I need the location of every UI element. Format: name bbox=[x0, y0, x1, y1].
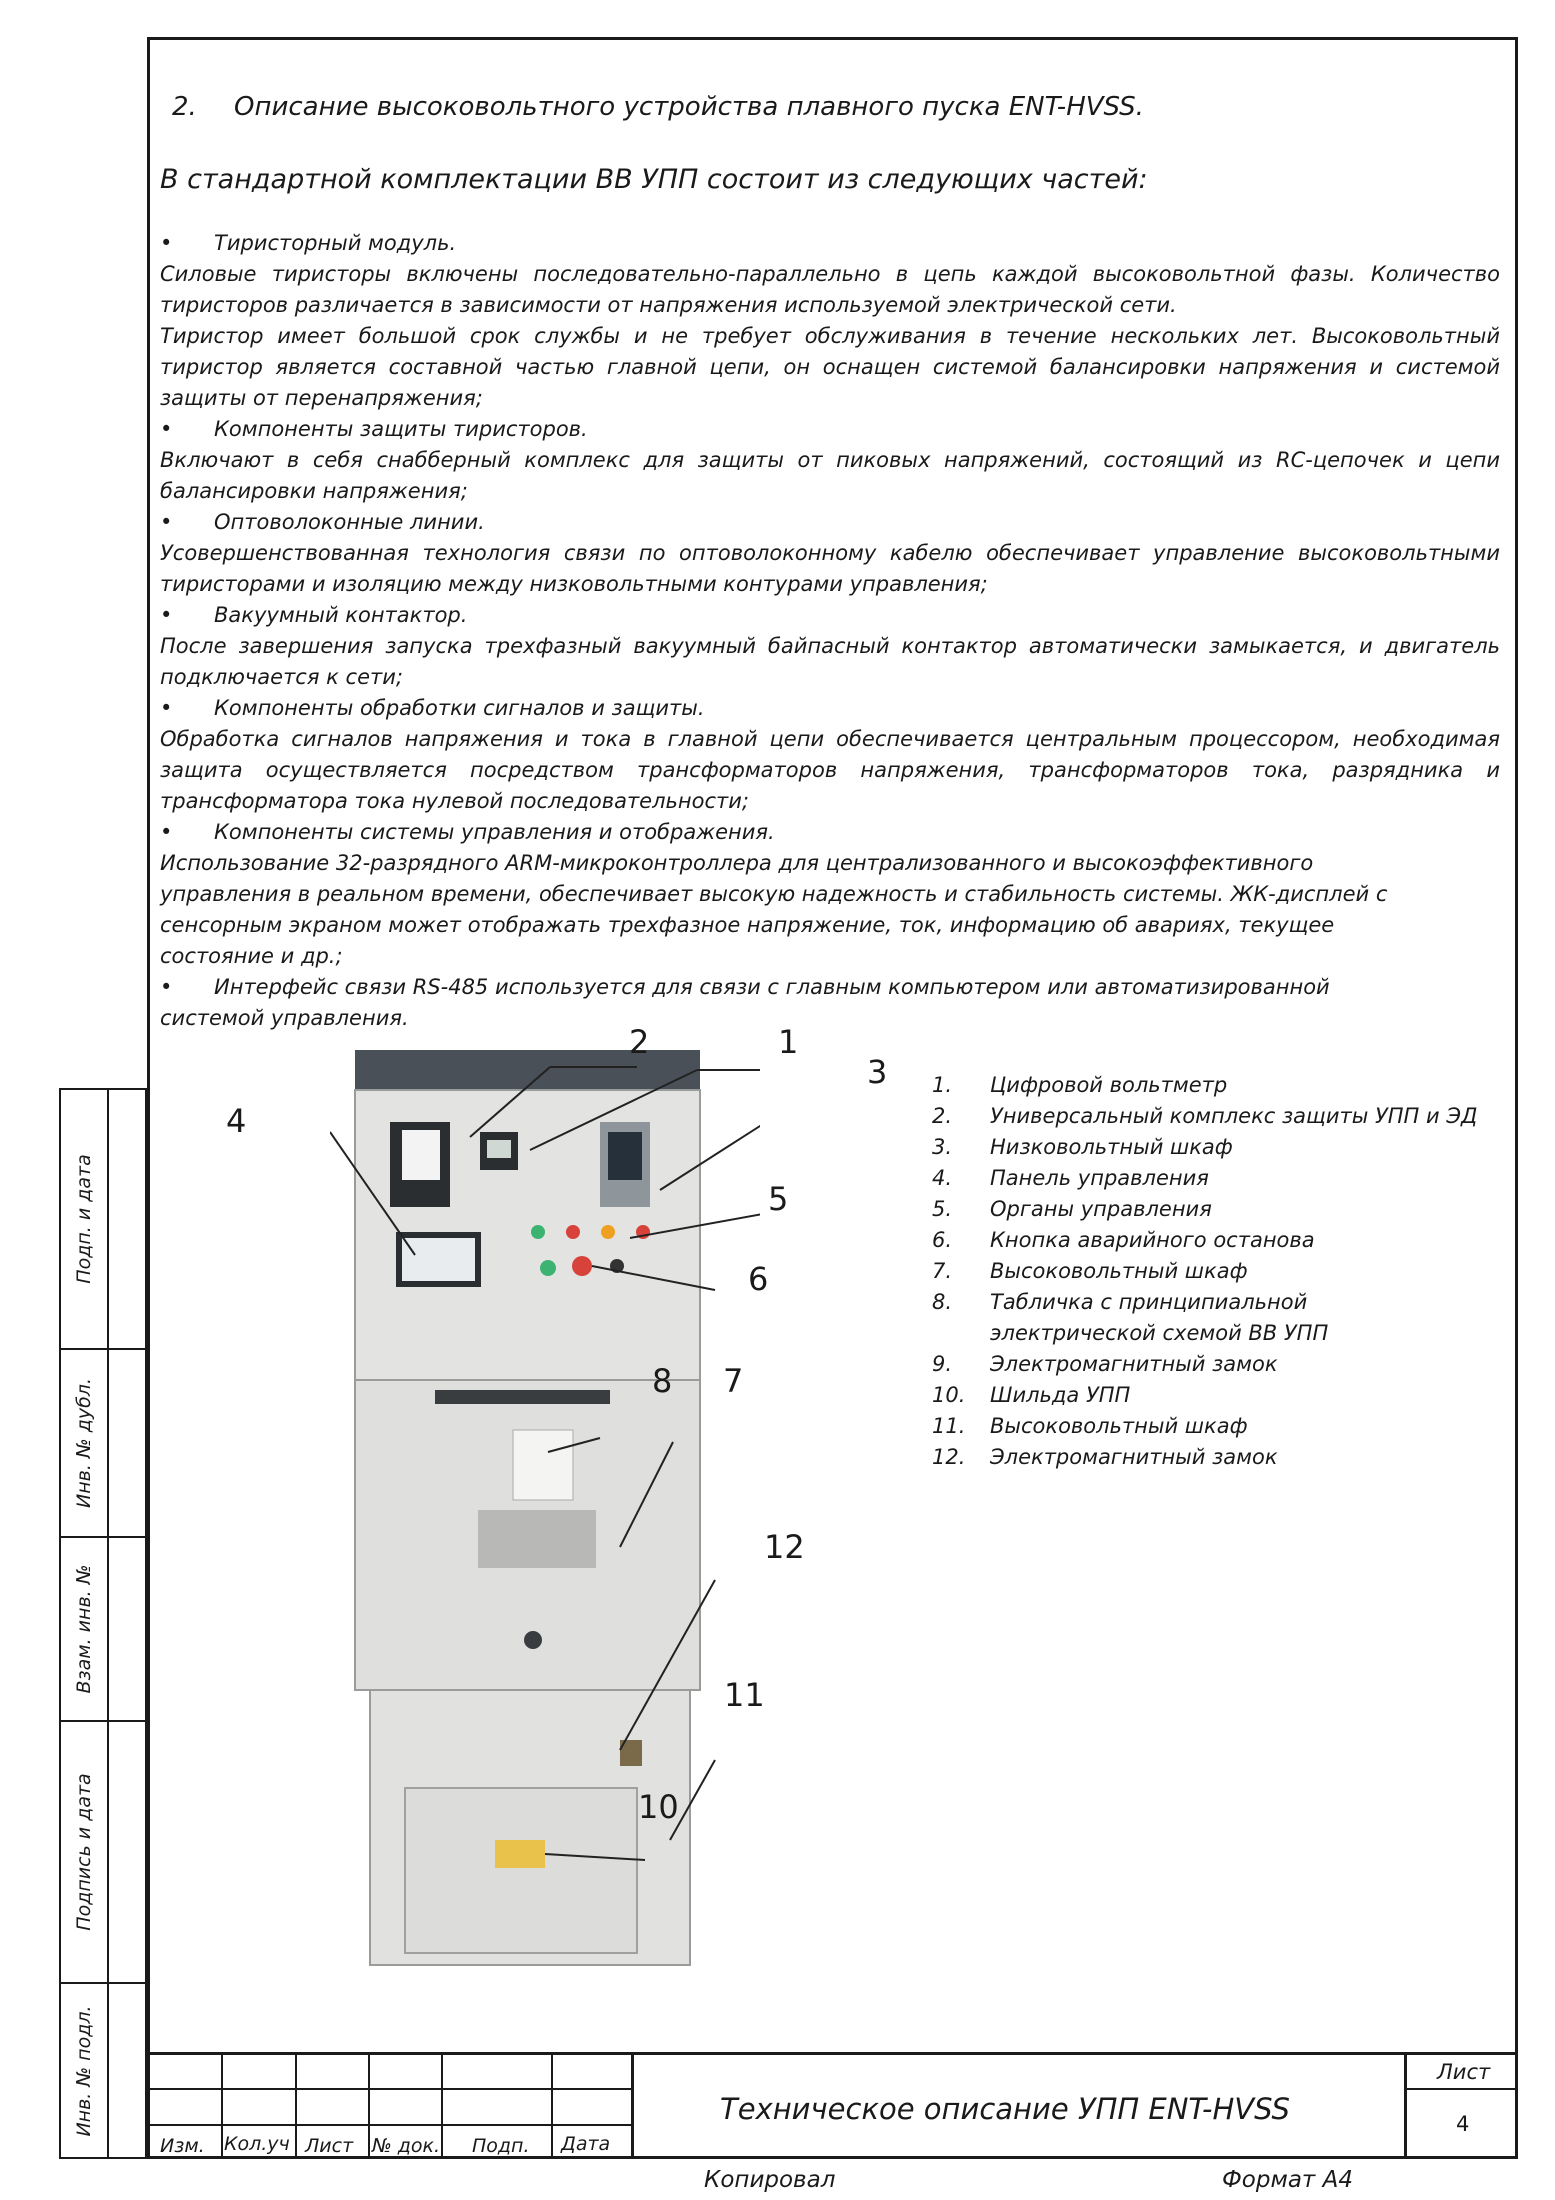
intro-text: В стандартной комплектации ВВ УПП состоит из следующих частей: bbox=[160, 164, 1148, 195]
bullet-text: Оптоволоконные линии. bbox=[214, 510, 485, 534]
side-label: Подпись и дата bbox=[73, 1773, 95, 1931]
legend-number: 2. bbox=[932, 1104, 953, 1128]
legend-text: Электромагнитный замок bbox=[990, 1445, 1278, 1469]
legend-item bbox=[932, 1442, 1477, 1473]
section-title-text: Описание высоковольтного устройства плавного пуска ENT-HVSS. bbox=[234, 92, 1144, 122]
legend-item bbox=[932, 1225, 1477, 1256]
legend-number: 5. bbox=[932, 1197, 953, 1221]
section-number: 2. bbox=[172, 92, 197, 122]
legend-number: 10. bbox=[932, 1383, 966, 1407]
legend-text: Шильда УПП bbox=[990, 1383, 1131, 1407]
bullet-icon: • bbox=[160, 510, 173, 534]
bullet-text: Вакуумный контактор. bbox=[214, 603, 468, 627]
callout-8: 8 bbox=[652, 1362, 673, 1400]
bullet-text: Компоненты системы управления и отображения. bbox=[214, 820, 775, 844]
callout-3: 3 bbox=[867, 1053, 888, 1091]
callout-2: 2 bbox=[629, 1023, 650, 1061]
legend-number: 1. bbox=[932, 1073, 953, 1097]
callout-12: 12 bbox=[764, 1528, 805, 1566]
bullet-icon: • bbox=[160, 696, 173, 720]
section-title bbox=[172, 92, 1144, 122]
side-stamp-2 bbox=[59, 1348, 147, 1538]
legend-item bbox=[932, 1256, 1477, 1287]
body-paragraph: Обработка сигналов напряжения и тока в главной цепи обеспечивается центральным процессором, необходимая защита осуществляется посредством трансформаторов напряжения, трансформаторов тока, разрядника и трансформатора тока нулевой последовательности; bbox=[160, 727, 1500, 813]
copied-label: Копировал bbox=[704, 2167, 836, 2193]
legend-text: Высоковольтный шкаф bbox=[990, 1259, 1248, 1283]
col-list: Лист bbox=[305, 2135, 354, 2157]
legend-text: электрической схемой ВВ УПП bbox=[990, 1321, 1329, 1345]
legend-item bbox=[932, 1349, 1477, 1380]
side-label: Подп. и дата bbox=[73, 1154, 95, 1284]
body-paragraph: Использование 32-разрядного ARM-микроконтроллера для централизованного и высокоэффективного bbox=[160, 851, 1314, 875]
body-paragraph: Усовершенствованная технология связи по оптоволоконному кабелю обеспечивает управление высоковольтными тиристорами и изоляцию между низковольтными контурами управления; bbox=[160, 541, 1500, 596]
legend-item bbox=[932, 1287, 1477, 1318]
legend-item bbox=[932, 1070, 1477, 1101]
legend-item bbox=[932, 1101, 1477, 1132]
side-stamp-3 bbox=[59, 1536, 147, 1722]
cabinet-illustration bbox=[330, 1040, 760, 1980]
body-paragraph: Включают в себя снабберный комплекс для защиты от пиковых напряжений, состоящий из RC-цепочек и цепи балансировки напряжения; bbox=[160, 448, 1500, 503]
document-title: Техническое описание УПП ENT-HVSS bbox=[720, 2092, 1290, 2126]
col-doc: № док. bbox=[372, 2135, 441, 2157]
legend-text: Низковольтный шкаф bbox=[990, 1135, 1233, 1159]
col-kol: Кол.уч bbox=[224, 2133, 290, 2155]
legend-text: Универсальный комплекс защиты УПП и ЭД bbox=[990, 1104, 1478, 1128]
schematic-plate bbox=[513, 1430, 573, 1500]
bullet-item bbox=[160, 507, 1500, 538]
legend-number: 8. bbox=[932, 1290, 953, 1314]
legend-text: Органы управления bbox=[990, 1197, 1212, 1221]
legend-text: Табличка с принципиальной bbox=[990, 1290, 1308, 1314]
side-stamp-4 bbox=[59, 1720, 147, 1984]
legend-item bbox=[932, 1194, 1477, 1225]
legend-item bbox=[932, 1318, 1477, 1349]
legend-text: Кнопка аварийного останова bbox=[990, 1228, 1315, 1252]
side-stamp-1 bbox=[59, 1088, 147, 1350]
legend-list bbox=[932, 1070, 1477, 1473]
sheet-number: 4 bbox=[1456, 2112, 1470, 2136]
bullet-icon: • bbox=[160, 820, 173, 844]
bullet-item bbox=[160, 228, 1500, 259]
col-podp: Подп. bbox=[472, 2135, 530, 2157]
bullet-item bbox=[160, 414, 1500, 445]
col-data: Дата bbox=[561, 2133, 611, 2155]
legend-number: 3. bbox=[932, 1135, 953, 1159]
nameplate bbox=[495, 1840, 545, 1868]
callout-5: 5 bbox=[768, 1180, 789, 1218]
legend-number: 11. bbox=[932, 1414, 966, 1438]
bullet-item bbox=[160, 693, 1500, 724]
body-text bbox=[160, 228, 1500, 1034]
legend-text: Электромагнитный замок bbox=[990, 1352, 1278, 1376]
legend-item bbox=[932, 1132, 1477, 1163]
emergency-stop-button bbox=[572, 1256, 592, 1276]
bullet-item bbox=[160, 600, 1500, 631]
body-paragraph: системой управления. bbox=[160, 1006, 409, 1030]
bullet-item bbox=[160, 972, 1500, 1003]
body-paragraph: После завершения запуска трехфазный вакуумный байпасный контактор автоматически замыкается, и двигатель подключается к сети; bbox=[160, 634, 1500, 689]
legend-number bbox=[932, 1318, 990, 1349]
body-paragraph: Тиристор имеет большой срок службы и не требует обслуживания в течение нескольких лет. Высоковольтный тиристор является составной частью главной цепи, он оснащен системой балансировки напряжения и системой защиты от перенапряжения; bbox=[160, 324, 1500, 410]
callout-4: 4 bbox=[226, 1102, 247, 1140]
bullet-text: Компоненты обработки сигналов и защиты. bbox=[214, 696, 705, 720]
legend-item bbox=[932, 1163, 1477, 1194]
callout-11: 11 bbox=[724, 1676, 765, 1714]
body-paragraph: сенсорным экраном может отображать трехфазное напряжение, ток, информацию об авариях, текущее bbox=[160, 913, 1335, 937]
legend-text: Цифровой вольтметр bbox=[990, 1073, 1228, 1097]
side-label: Инв. № подл. bbox=[73, 2004, 95, 2137]
body-paragraph: состояние и др.; bbox=[160, 944, 343, 968]
bullet-icon: • bbox=[160, 231, 173, 255]
legend-number: 7. bbox=[932, 1259, 953, 1283]
legend-text: Панель управления bbox=[990, 1166, 1209, 1190]
callout-6: 6 bbox=[748, 1260, 769, 1298]
legend-number: 12. bbox=[932, 1445, 966, 1469]
legend-number: 9. bbox=[932, 1352, 953, 1376]
col-izm: Изм. bbox=[160, 2135, 205, 2157]
legend-number: 4. bbox=[932, 1166, 953, 1190]
bullet-icon: • bbox=[160, 417, 173, 441]
callout-7: 7 bbox=[723, 1362, 744, 1400]
legend-text: Высоковольтный шкаф bbox=[990, 1414, 1248, 1438]
side-label: Инв. № дубл. bbox=[73, 1378, 95, 1508]
bullet-item bbox=[160, 817, 1500, 848]
callout-10: 10 bbox=[638, 1788, 679, 1826]
bullet-icon: • bbox=[160, 603, 173, 627]
legend-item bbox=[932, 1411, 1477, 1442]
legend-number: 6. bbox=[932, 1228, 953, 1252]
bullet-icon: • bbox=[160, 975, 173, 999]
side-label: Взам. инв. № bbox=[73, 1564, 95, 1694]
callout-1: 1 bbox=[778, 1023, 799, 1061]
side-stamp-5 bbox=[59, 1982, 147, 2159]
format-label: Формат А4 bbox=[1222, 2167, 1353, 2193]
bullet-text: Компоненты защиты тиристоров. bbox=[214, 417, 588, 441]
vent-grille bbox=[478, 1510, 596, 1568]
bullet-text: Интерфейс связи RS-485 используется для связи с главным компьютером или автоматизированной bbox=[214, 975, 1330, 999]
legend-item bbox=[932, 1380, 1477, 1411]
body-paragraph: Силовые тиристоры включены последовательно-параллельно в цепь каждой высоковольтной фазы. Количество тиристоров различается в зависимости от напряжения используемой электрической сети. bbox=[160, 262, 1500, 317]
body-paragraph: управления в реальном времени, обеспечивает высокую надежность и стабильность системы. ЖК-дисплей с bbox=[160, 882, 1388, 906]
sheet-label: Лист bbox=[1437, 2060, 1491, 2084]
bullet-text: Тиристорный модуль. bbox=[214, 231, 457, 255]
